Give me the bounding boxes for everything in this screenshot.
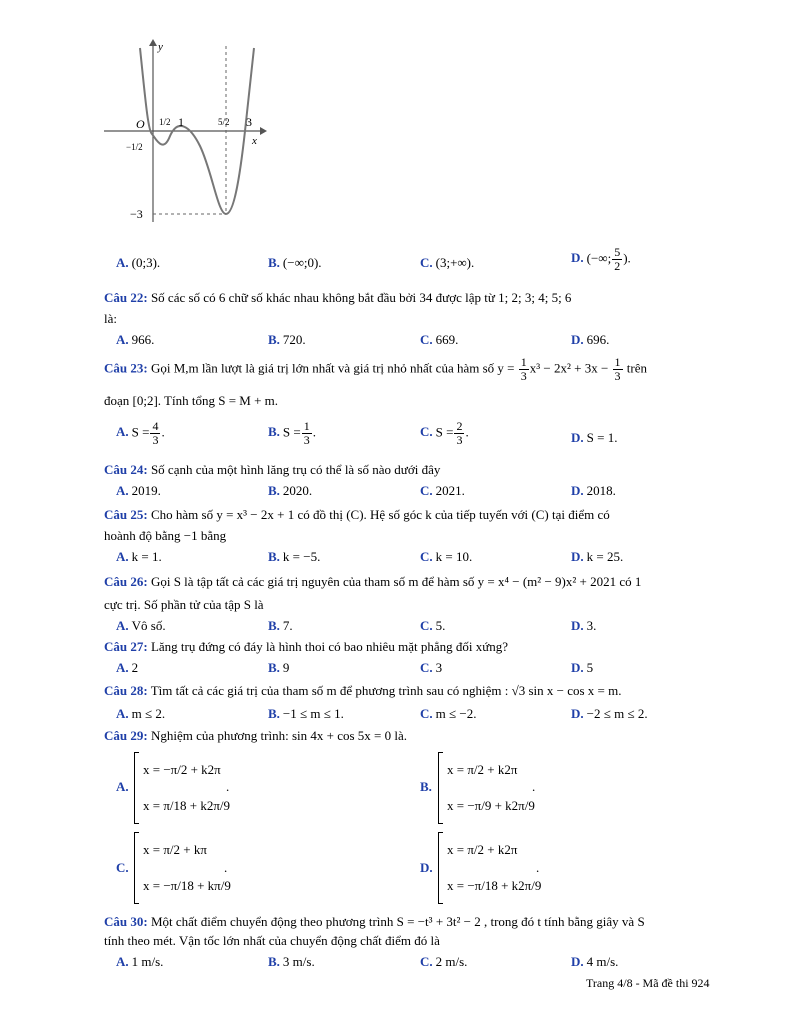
q30-option-b: B. 3 m/s.: [268, 954, 315, 969]
x-axis-arrow: [260, 127, 267, 135]
q26-option-b: B. 7.: [268, 618, 293, 633]
q29-option-c-dot: .: [224, 860, 228, 875]
q23-option-c: C. S = $\frac{2}{3}$ .: [420, 419, 469, 447]
q27-line1: Câu 27: Lăng trụ đứng có đáy là hình thoi có bao nhiêu mặt phẳng đối xứng?: [104, 639, 509, 654]
q29-option-b-system: x = π/2 + k2π x = −π/9 + k2π/9: [438, 752, 539, 824]
q26-option-d: D. 3.: [571, 618, 597, 633]
y-axis-arrow: [149, 39, 157, 46]
q26-line1: Câu 26: Gọi S là tập tất cả các giá trị nguyên của tham số m để hàm số y = x⁴ − (m² − 9)x² + 2021 có 1: [104, 574, 642, 589]
q29-option-d-label: D.: [420, 860, 433, 875]
q27-option-c: C. 3: [420, 660, 443, 675]
q28-option-b: B. −1 ≤ m ≤ 1.: [268, 706, 344, 721]
q24-option-b: B. 2020.: [268, 483, 313, 498]
q22-option-d: D. 696.: [571, 332, 610, 347]
x-axis-label: x: [252, 135, 257, 147]
x-tick-3: 3: [246, 115, 252, 129]
q25-option-d: D. k = 25.: [571, 549, 624, 564]
q29-option-d-system: x = π/2 + k2π x = −π/18 + k2π/9: [438, 832, 539, 904]
q26-line2: cực trị. Số phần tử của tập S là: [104, 597, 264, 612]
q22-option-a: A. 966.: [116, 332, 155, 347]
q30-option-d: D. 4 m/s.: [571, 954, 619, 969]
q24-option-a: A. 2019.: [116, 483, 161, 498]
cubic-graph: [100, 36, 270, 226]
q23-option-d: D. S = 1.: [571, 430, 618, 445]
q29-option-b-label: B.: [420, 779, 432, 794]
q29-line1: Câu 29: Nghiệm của phương trình: sin 4x + cos 5x = 0 là.: [104, 728, 408, 743]
x-tick-1: 1: [178, 115, 184, 129]
q24-line1: Câu 24: Số cạnh của một hình lăng trụ có thể là số nào dưới đây: [104, 462, 441, 477]
x-tick-half: 1/2: [159, 117, 171, 127]
q30-option-c: C. 2 m/s.: [420, 954, 468, 969]
y-tick-minus-half: −1/2: [126, 142, 143, 152]
origin-label: O: [136, 117, 145, 131]
q25-line1: Câu 25: Cho hàm số y = x³ − 2x + 1 có đồ thị (C). Hệ số góc k của tiếp tuyến với (C) tại điểm có: [104, 507, 610, 522]
q27-option-b: B. 9: [268, 660, 290, 675]
q30-option-a: A. 1 m/s.: [116, 954, 164, 969]
q21-option-a: A. (0;3).: [116, 255, 161, 270]
q23-option-a: A. S = $\frac{4}{3}$ .: [116, 419, 165, 447]
q29-option-c-label: C.: [116, 860, 129, 875]
q29-option-a-system: x = −π/2 + k2π x = π/18 + k2π/9: [134, 752, 235, 824]
q29-option-a-dot: .: [226, 779, 230, 794]
q23-line1: Câu 23: Gọi M,m lần lượt là giá trị lớn nhất và giá trị nhỏ nhất của hàm số y = $\frac{1}{3}$ x³ − 2x² + 3x − $\frac{1}{3}$ trên: [104, 355, 647, 383]
q27-option-d: D. 5: [571, 660, 594, 675]
q21-option-c: C. (3;+∞).: [420, 255, 475, 270]
q25-option-b: B. k = −5.: [268, 549, 321, 564]
q29-option-d-dot: .: [536, 860, 540, 875]
q28-option-c: C. m ≤ −2.: [420, 706, 477, 721]
q29-option-c-system: x = π/2 + kπ x = −π/18 + kπ/9: [134, 832, 235, 904]
q27-option-a: A. 2: [116, 660, 139, 675]
q24-option-c: C. 2021.: [420, 483, 465, 498]
q28-line1: Câu 28: Tìm tất cả các giá trị của tham số m để phương trình sau có nghiệm : √3 sin x − cos x = m.: [104, 683, 622, 698]
q22-option-b: B. 720.: [268, 332, 306, 347]
q26-option-a: A. Vô số.: [116, 618, 166, 633]
q30-line2: tính theo mét. Vận tốc lớn nhất của chuyển động chất điểm đó là: [104, 933, 440, 948]
q28-option-a: A. m ≤ 2.: [116, 706, 166, 721]
q21-option-d: D. (−∞; $\frac{5}{2}$ ).: [571, 245, 631, 273]
q25-option-a: A. k = 1.: [116, 549, 162, 564]
q22-line1: Câu 22: Số các số có 6 chữ số khác nhau không bắt đầu bởi 34 được lập từ 1; 2; 3; 4; 5; 6: [104, 290, 572, 305]
y-axis-label: y: [158, 41, 163, 53]
q22-option-c: C. 669.: [420, 332, 459, 347]
q28-option-d: D. −2 ≤ m ≤ 2.: [571, 706, 648, 721]
q26-option-c: C. 5.: [420, 618, 446, 633]
q24-option-d: D. 2018.: [571, 483, 616, 498]
q23-option-b: B. S = $\frac{1}{3}$ .: [268, 419, 316, 447]
q30-line1: Câu 30: Một chất điểm chuyển động theo phương trình S = −t³ + 3t² − 2 , trong đó t tính bằng giây và S: [104, 914, 645, 929]
q25-option-c: C. k = 10.: [420, 549, 473, 564]
q21-option-b: B. (−∞;0).: [268, 255, 322, 270]
x-tick-5-2: 5/2: [218, 117, 230, 127]
q23-line2: đoạn [0;2]. Tính tổng S = M + m.: [104, 393, 279, 408]
y-tick-minus-3: −3: [130, 207, 143, 221]
page-footer: Trang 4/8 - Mã đề thi 924: [586, 976, 710, 990]
q29-option-b-dot: .: [532, 779, 536, 794]
q29-option-a-label: A.: [116, 779, 129, 794]
q25-line2: hoành độ bằng −1 bằng: [104, 528, 227, 543]
q22-line2: là:: [104, 311, 117, 326]
